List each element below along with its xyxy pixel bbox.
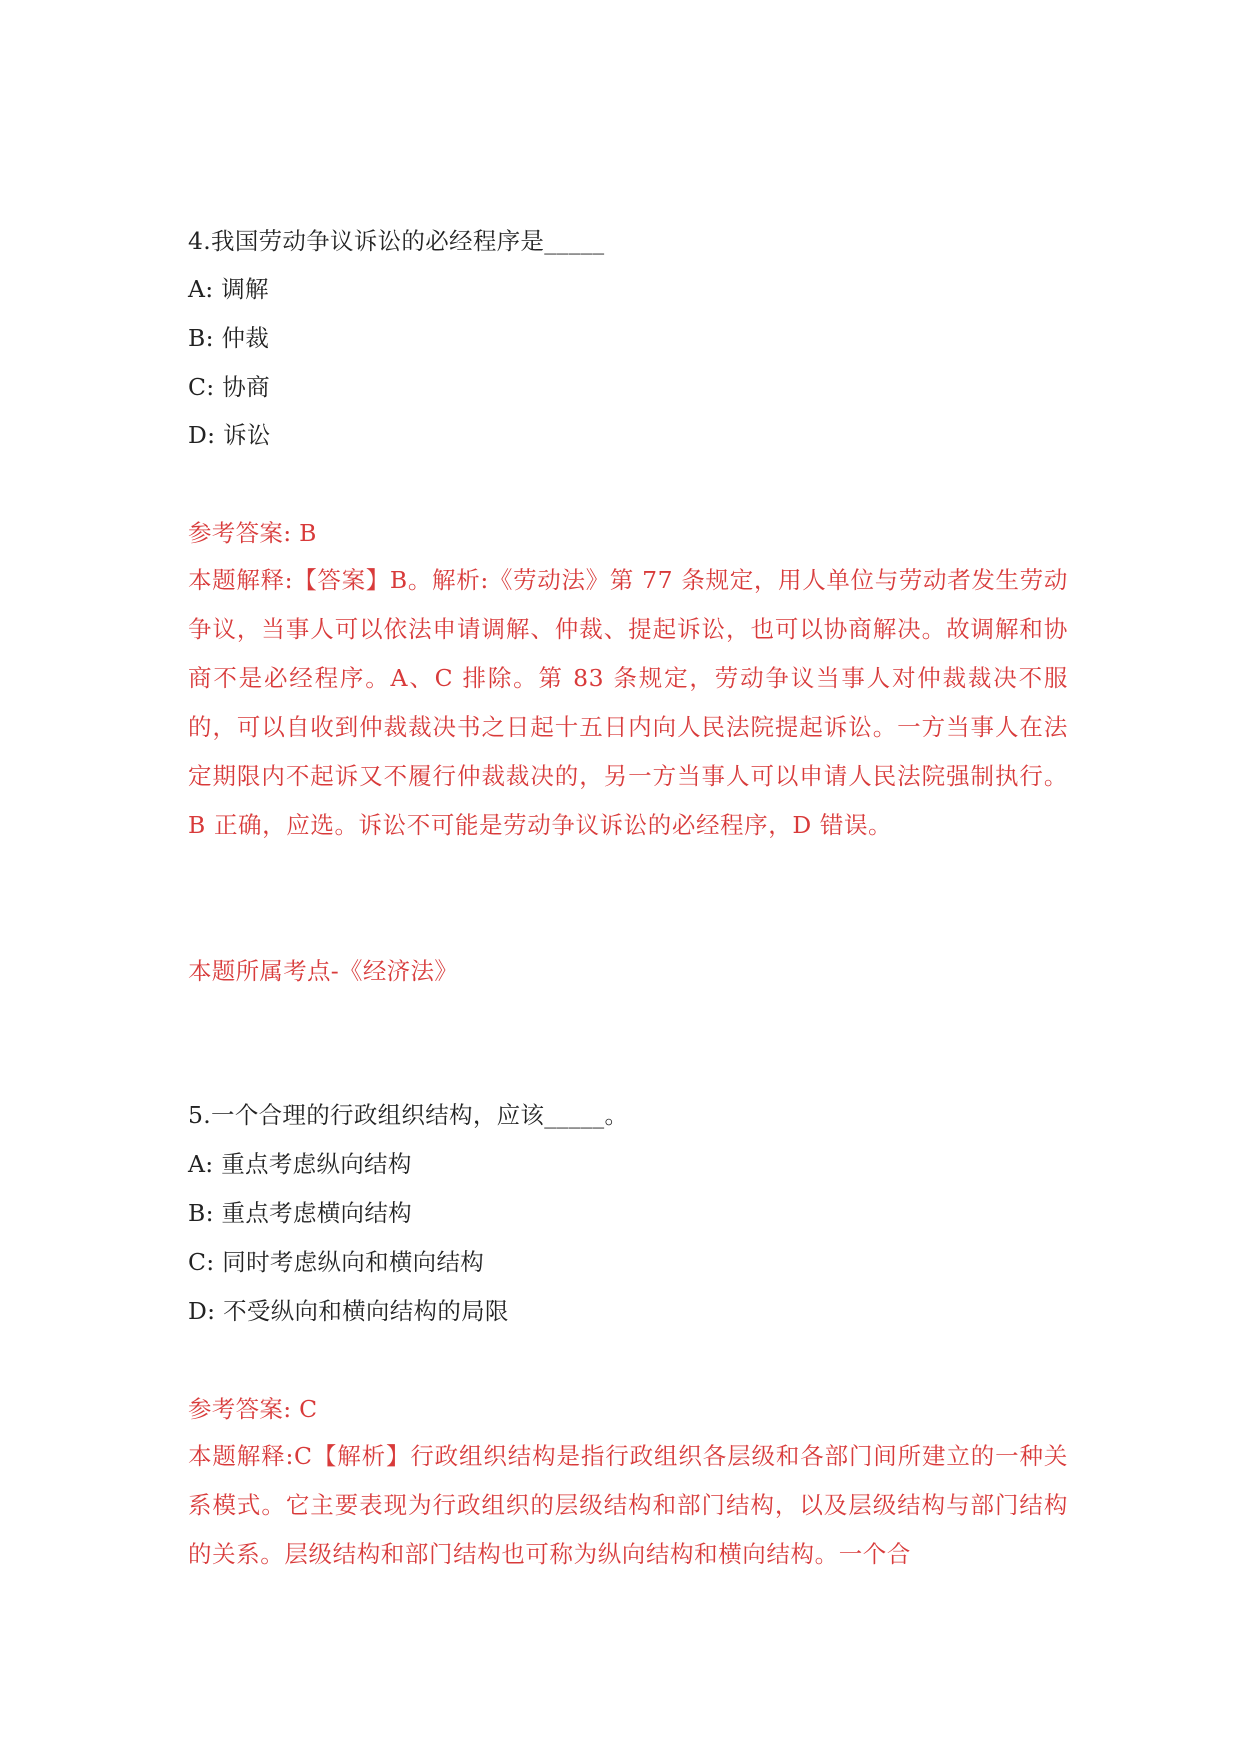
question-4-option-b: B: 仲裁 <box>188 324 270 352</box>
question-4-option-c: C: 协商 <box>188 373 270 401</box>
question-4-answer: 参考答案: B <box>188 519 317 547</box>
question-5-answer: 参考答案: C <box>188 1395 318 1423</box>
question-5-option-d: D: 不受纵向和横向结构的局限 <box>188 1297 509 1325</box>
question-4-stem: 4.我国劳动争议诉讼的必经程序是_____ <box>188 227 605 255</box>
question-4-topic: 本题所属考点-《经济法》 <box>188 957 459 985</box>
question-4-option-d: D: 诉讼 <box>188 421 271 449</box>
question-5-option-c: C: 同时考虑纵向和横向结构 <box>188 1248 485 1276</box>
question-4-option-a: A: 调解 <box>188 275 269 303</box>
question-5-option-b: B: 重点考虑横向结构 <box>188 1199 412 1227</box>
question-5-stem: 5.一个合理的行政组织结构，应该_____。 <box>188 1101 629 1129</box>
question-5-option-a: A: 重点考虑纵向结构 <box>188 1150 412 1178</box>
question-4-explanation: 本题解释:【答案】B。解析:《劳动法》第 77 条规定，用人单位与劳动者发生劳动争议，当事人可以依法申请调解、仲裁、提起诉讼，也可以协商解决。故调解和协商不是必经程序。A、C 排除。第 83 条规定，劳动争议当事人对仲裁裁决不服的，可以自收到仲裁裁决书之日起十五日内向人民法院提起诉讼。一方当事人在法定期限内不起诉又不履行仲裁裁决的，另一方当事人可以申请人民法院强制执行。B 正确，应选。诉讼不可能是劳动争议诉讼的必经程序，D 错误。 <box>188 566 1068 839</box>
question-5-explanation: 本题解释:C【解析】行政组织结构是指行政组织各层级和各部门间所建立的一种关系模式。它主要表现为行政组织的层级结构和部门结构，以及层级结构与部门结构的关系。层级结构和部门结构也可称为纵向结构和横向结构。一个合 <box>188 1442 1068 1568</box>
